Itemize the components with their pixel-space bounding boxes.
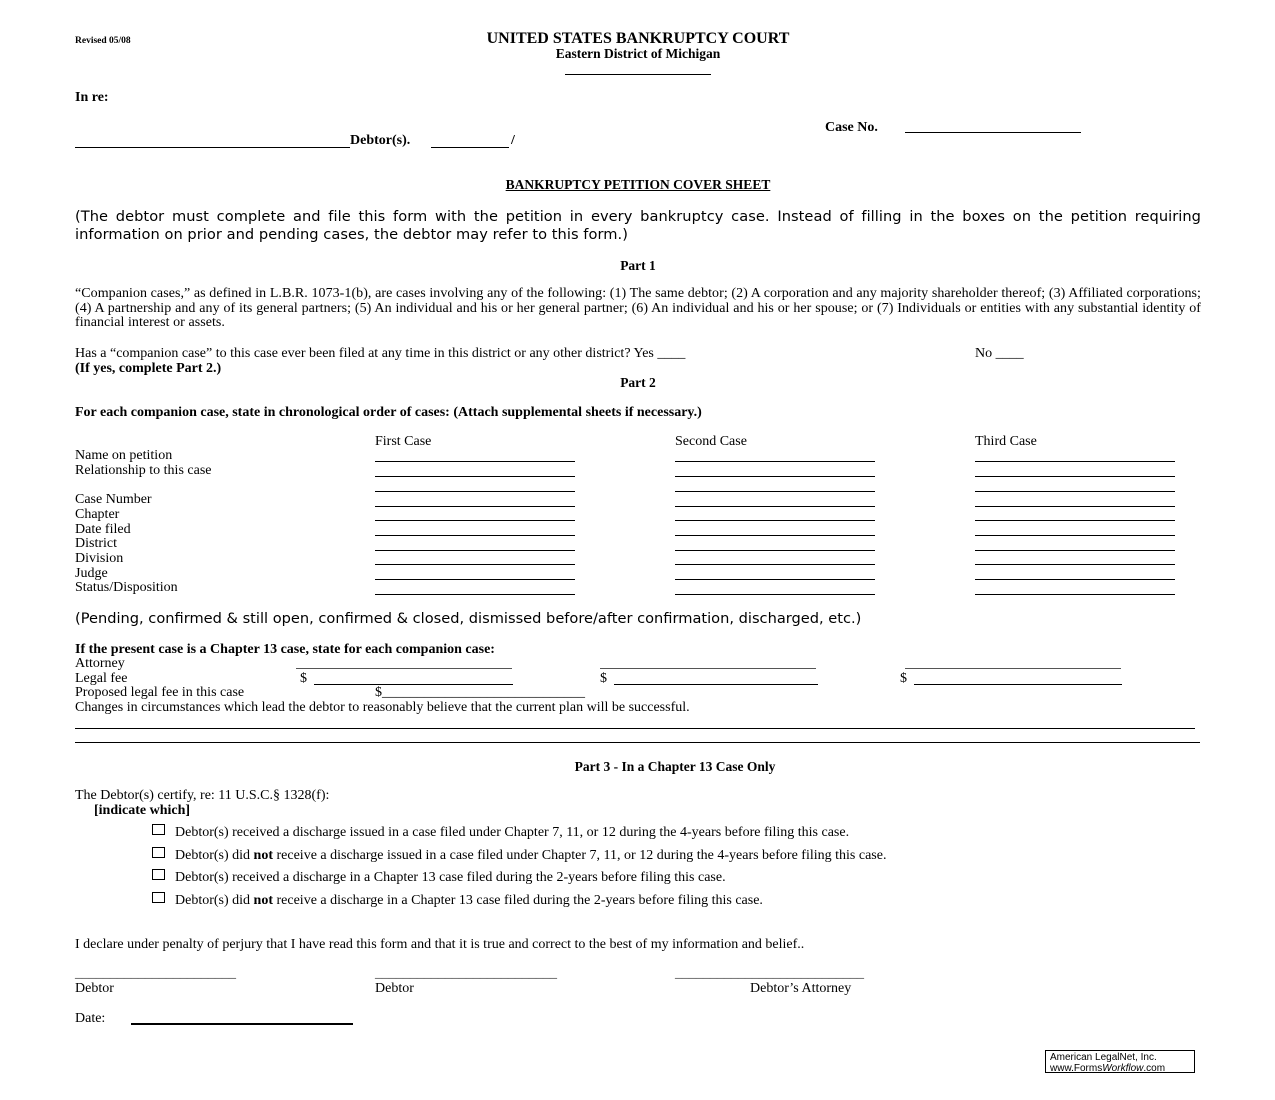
- debtor1-label: Debtor: [75, 981, 114, 996]
- case-field-line-col3-row5[interactable]: [975, 520, 1175, 521]
- attorney-field-2[interactable]: [600, 668, 816, 669]
- in-re-label: In re:: [75, 90, 109, 105]
- debtors-label: Debtor(s).: [350, 133, 411, 148]
- case-field-line-col2-row6[interactable]: [675, 535, 875, 536]
- discharge-option-2[interactable]: Debtor(s) did not receive a discharge issued in a case filed under Chapter 7, 11, or 12 during the 4-years before filing this case.: [152, 847, 886, 864]
- case-field-line-col2-row5[interactable]: [675, 520, 875, 521]
- row-district: District: [75, 536, 117, 551]
- intro-paragraph: (The debtor must complete and file this form with the petition in every bankruptcy case. Instead of filling in the boxes on the petition requiring information on prior and pending cases, the debtor may refer to this form.): [75, 208, 1201, 243]
- debtor1-signature-field[interactable]: _______________________: [75, 966, 236, 981]
- row-date-filed: Date filed: [75, 522, 131, 537]
- debtors-suffix-field[interactable]: [431, 147, 509, 148]
- case-field-line-col2-row3[interactable]: [675, 491, 875, 492]
- case-field-line-col1-row5[interactable]: [375, 520, 575, 521]
- attorney-field-3[interactable]: [905, 668, 1121, 669]
- case-field-line-col3-row9[interactable]: [975, 579, 1175, 580]
- changes-field-line-1[interactable]: [75, 728, 1195, 729]
- part3-heading: Part 3 - In a Chapter 13 Case Only: [574, 759, 776, 774]
- debtor-name-field[interactable]: [75, 147, 350, 148]
- case-no-field[interactable]: [905, 132, 1081, 133]
- companion-no-option[interactable]: No ____: [975, 346, 1024, 361]
- case-field-line-col1-row3[interactable]: [375, 491, 575, 492]
- case-field-line-col2-row8[interactable]: [675, 564, 875, 565]
- row-chapter: Chapter: [75, 507, 120, 522]
- checkbox-icon[interactable]: [152, 847, 165, 858]
- publisher-name: American LegalNet, Inc.: [1050, 1052, 1157, 1063]
- case-field-line-col1-row6[interactable]: [375, 535, 575, 536]
- case-field-line-col1-row4[interactable]: [375, 506, 575, 507]
- proposed-fee-field[interactable]: $_____________________________: [375, 685, 585, 700]
- debtor2-signature-field[interactable]: __________________________: [375, 966, 557, 981]
- if-yes-note: (If yes, complete Part 2.): [75, 361, 222, 376]
- status-note: (Pending, confirmed & still open, confirmed & closed, dismissed before/after confirmation, discharged, etc.): [75, 610, 862, 627]
- changes-label: Changes in circumstances which lead the debtor to reasonably believe that the current plan will be successful.: [75, 700, 690, 715]
- case-field-line-col2-row9[interactable]: [675, 579, 875, 580]
- court-name: UNITED STATES BANKRUPTCY COURT: [486, 30, 790, 47]
- case-field-line-col1-row7[interactable]: [375, 550, 575, 551]
- row-name-on-petition: Name on petition: [75, 448, 173, 463]
- case-field-line-col3-row8[interactable]: [975, 564, 1175, 565]
- discharge-option-4[interactable]: Debtor(s) did not receive a discharge in a Chapter 13 case filed during the 2-years before filing this case.: [152, 892, 763, 909]
- checkbox-icon[interactable]: [152, 869, 165, 880]
- legal-fee-field-3[interactable]: [914, 684, 1122, 685]
- discharge-option-1[interactable]: Debtor(s) received a discharge issued in a case filed under Chapter 7, 11, or 12 during the 4-years before filing this case.: [152, 824, 849, 841]
- dollar-sign-1: $: [300, 671, 307, 686]
- certify-label: The Debtor(s) certify, re: 11 U.S.C.§ 1328(f):: [75, 788, 330, 803]
- case-field-line-col3-row6[interactable]: [975, 535, 1175, 536]
- header-rule: [565, 74, 711, 75]
- dollar-sign-3: $: [900, 671, 907, 686]
- column-first-case: First Case: [375, 434, 432, 449]
- case-no-label: Case No.: [825, 120, 878, 135]
- companion-question: Has a “companion case” to this case ever been filed at any time in this district or any other district? Yes ____: [75, 346, 686, 361]
- case-field-line-col3-row3[interactable]: [975, 491, 1175, 492]
- perjury-declaration: I declare under penalty of perjury that I have read this form and that it is true and correct to the best of my information and belief..: [75, 937, 805, 952]
- case-field-line-col3-row7[interactable]: [975, 550, 1175, 551]
- column-second-case: Second Case: [675, 434, 747, 449]
- case-field-line-col2-row2[interactable]: [675, 476, 875, 477]
- discharge-option-3[interactable]: Debtor(s) received a discharge in a Chapter 13 case filed during the 2-years before filing this case.: [152, 869, 726, 886]
- debtor2-label: Debtor: [375, 981, 414, 996]
- indicate-which: [indicate which]: [94, 803, 191, 818]
- companion-definition: “Companion cases,” as defined in L.B.R. 1073-1(b), are cases involving any of the following: (1) The same debtor; (2) A corporation and any majority shareholder thereof; (3) Affiliated corporations; (4) A partnership and any of its general partners; (5) An individual and his or her general partner; (6) An individual and his or her spouse; or (7) Individuals or entities with any substantial identity of financial interest or assets.: [75, 286, 1201, 331]
- case-field-line-col2-row7[interactable]: [675, 550, 875, 551]
- case-field-line-col1-row8[interactable]: [375, 564, 575, 565]
- part2-instruction: For each companion case, state in chronological order of cases: (Attach supplemental sheets if necessary.): [75, 405, 702, 420]
- case-field-line-col3-row4[interactable]: [975, 506, 1175, 507]
- case-field-line-col2-row1[interactable]: [675, 461, 875, 462]
- publisher-footer: [1045, 1050, 1195, 1073]
- case-field-line-col1-row2[interactable]: [375, 476, 575, 477]
- caption-slash: /: [511, 133, 515, 148]
- dollar-sign-2: $: [600, 671, 607, 686]
- case-field-line-col3-row2[interactable]: [975, 476, 1175, 477]
- case-field-line-col1-row10[interactable]: [375, 594, 575, 595]
- attorney-label: Attorney: [75, 656, 125, 671]
- case-field-line-col2-row10[interactable]: [675, 594, 875, 595]
- form-title: BANKRUPTCY PETITION COVER SHEET: [505, 177, 771, 192]
- column-third-case: Third Case: [975, 434, 1037, 449]
- row-judge: Judge: [75, 566, 108, 581]
- ch13-heading: If the present case is a Chapter 13 case, state for each companion case:: [75, 642, 495, 657]
- row-division: Division: [75, 551, 124, 566]
- case-field-line-col3-row1[interactable]: [975, 461, 1175, 462]
- row-status-disposition: Status/Disposition: [75, 580, 178, 595]
- date-field[interactable]: [131, 1023, 353, 1025]
- changes-field-line-2[interactable]: [75, 742, 1200, 743]
- case-field-line-col3-row10[interactable]: [975, 594, 1175, 595]
- part2-heading: Part 2: [620, 375, 656, 390]
- row-case-number: Case Number: [75, 492, 152, 507]
- case-field-line-col1-row9[interactable]: [375, 579, 575, 580]
- attorney-field-1[interactable]: [296, 668, 512, 669]
- checkbox-icon[interactable]: [152, 824, 165, 835]
- legal-fee-label: Legal fee: [75, 671, 128, 686]
- checkbox-icon[interactable]: [152, 892, 165, 903]
- publisher-url: www.FormsWorkflow.com: [1050, 1063, 1166, 1074]
- revised-date: Revised 05/08: [75, 36, 131, 46]
- court-district: Eastern District of Michigan: [555, 46, 721, 61]
- attorney-signature-field[interactable]: ___________________________: [675, 966, 864, 981]
- legal-fee-field-2[interactable]: [614, 684, 818, 685]
- date-label: Date:: [75, 1011, 106, 1026]
- part1-heading: Part 1: [620, 258, 656, 273]
- proposed-fee-label: Proposed legal fee in this case: [75, 685, 245, 700]
- case-field-line-col2-row4[interactable]: [675, 506, 875, 507]
- row-relationship: Relationship to this case: [75, 463, 212, 478]
- attorney-label-signature: Debtor’s Attorney: [750, 981, 852, 996]
- case-field-line-col1-row1[interactable]: [375, 461, 575, 462]
